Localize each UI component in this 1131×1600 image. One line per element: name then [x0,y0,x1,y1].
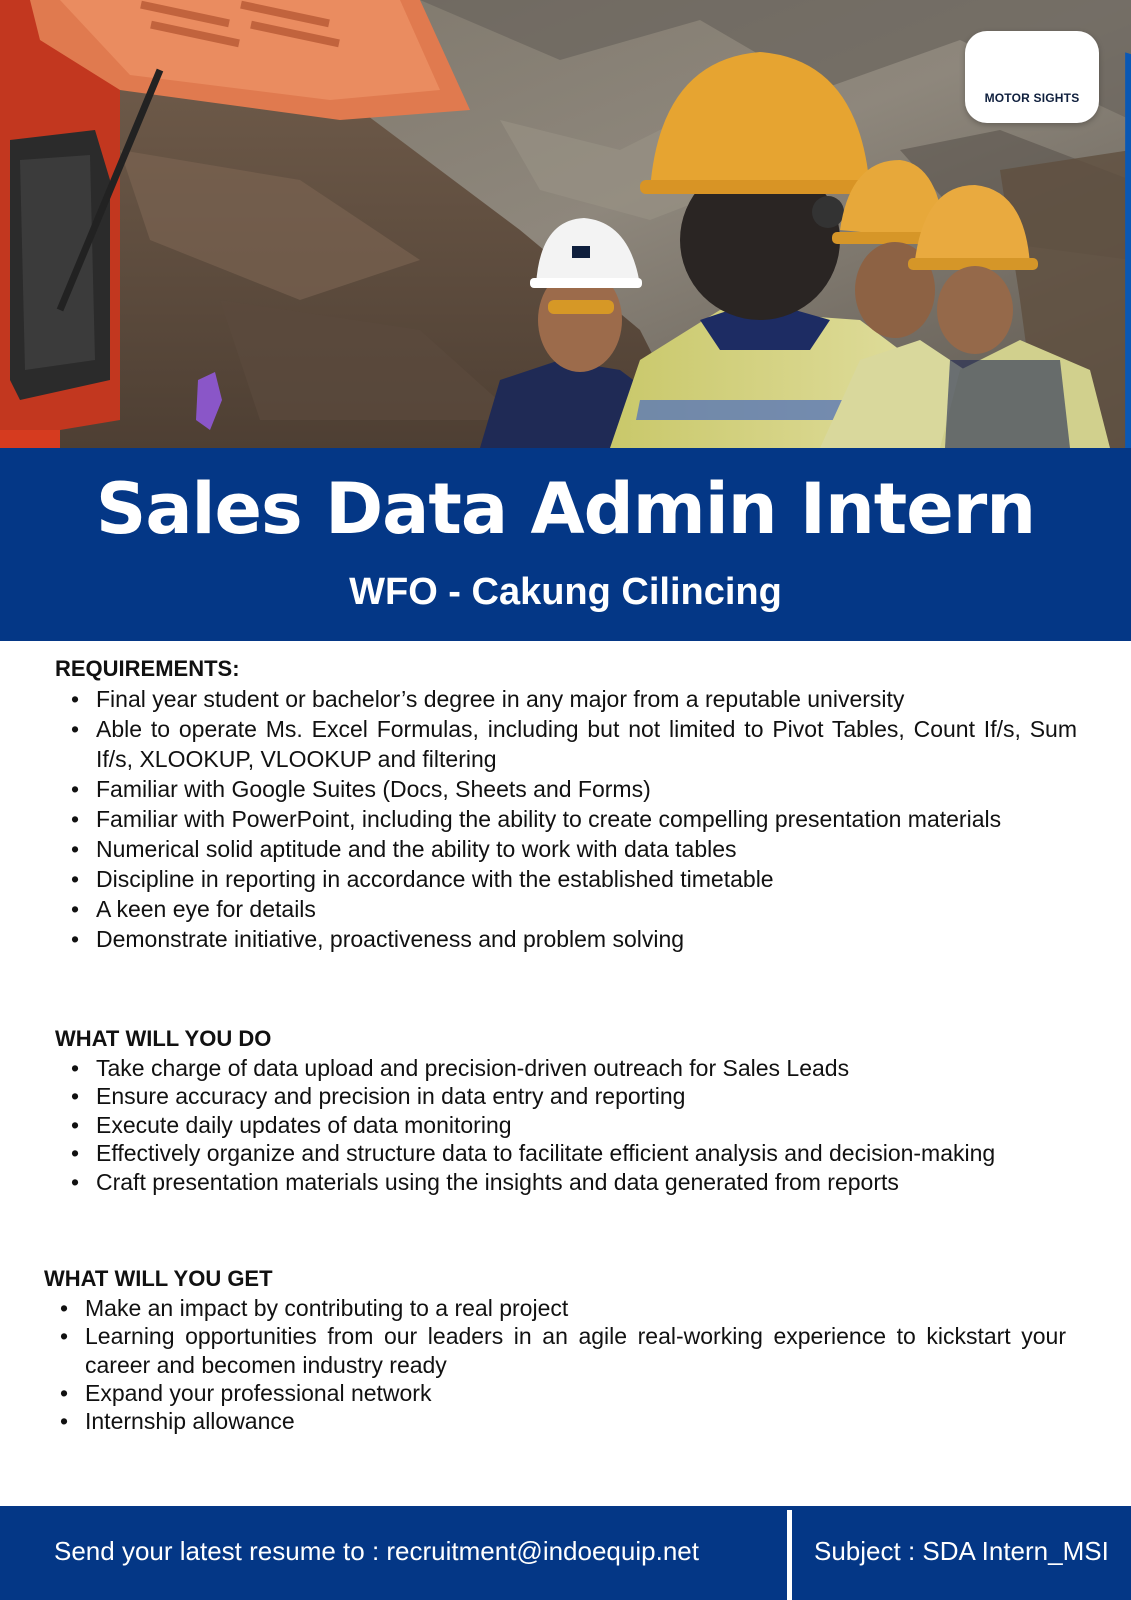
list-item: • Execute daily updates of data monitoring [55,1111,1077,1139]
list-item: • Demonstrate initiative, proactiveness and problem solving [55,924,1077,954]
list-item: • Discipline in reporting in accordance with the established timetable [55,864,1077,894]
requirements-heading: REQUIREMENTS: [55,656,240,681]
motor-sights-logo [965,31,1099,123]
list-item: • Make an impact by contributing to a real project [44,1294,1066,1322]
list-item: • Ensure accuracy and precision in data entry and reporting [55,1082,1077,1110]
responsibilities-section [55,1024,1077,1196]
hero-photo [0,0,1131,448]
requirements-section [55,654,1077,954]
requirements-list [55,684,1077,954]
list-item: • Numerical solid aptitude and the ability to work with data tables [55,834,1077,864]
resume-email-text: Send your latest resume to : recruitment@indoequip.net [54,1536,699,1566]
job-title: Sales Data Admin Intern [95,468,1036,550]
list-item: • Craft presentation materials using the insights and data generated from reports [55,1168,1077,1196]
responsibilities-heading: WHAT WILL YOU DO [55,1026,272,1051]
list-item: • Familiar with PowerPoint, including the ability to create compelling presentation materials [55,804,1077,834]
job-location: WFO - Cakung Cilincing [349,571,782,613]
list-item: • Final year student or bachelor’s degree in any major from a reputable university [55,684,1077,714]
logo-text: MOTOR SIGHTS [984,91,1080,105]
email-subject-text: Subject : SDA Intern_MSI [814,1536,1109,1566]
list-item: • Take charge of data upload and precision-driven outreach for Sales Leads [55,1054,1077,1082]
list-item: • A keen eye for details [55,894,1077,924]
list-item: • Learning opportunities from our leaders in an agile real-working experience to kickstart your career and becomen industry ready [44,1322,1066,1379]
benefits-section [44,1264,1066,1435]
list-item: • Expand your professional network [44,1379,1066,1407]
list-item: • Familiar with Google Suites (Docs, Sheets and Forms) [55,774,1077,804]
responsibilities-list [55,1054,1077,1196]
list-item: • Able to operate Ms. Excel Formulas, including but not limited to Pivot Tables, Count If/s, Sum If/s, XLOOKUP, VLOOKUP and filtering [55,714,1077,774]
list-item: • Effectively organize and structure data to facilitate efficient analysis and decision-making [55,1139,1077,1167]
list-item: • Internship allowance [44,1407,1066,1435]
benefits-heading: WHAT WILL YOU GET [44,1266,273,1291]
footer-divider [787,1510,792,1600]
benefits-list [44,1294,1066,1435]
construction-site-photo [0,0,1131,448]
